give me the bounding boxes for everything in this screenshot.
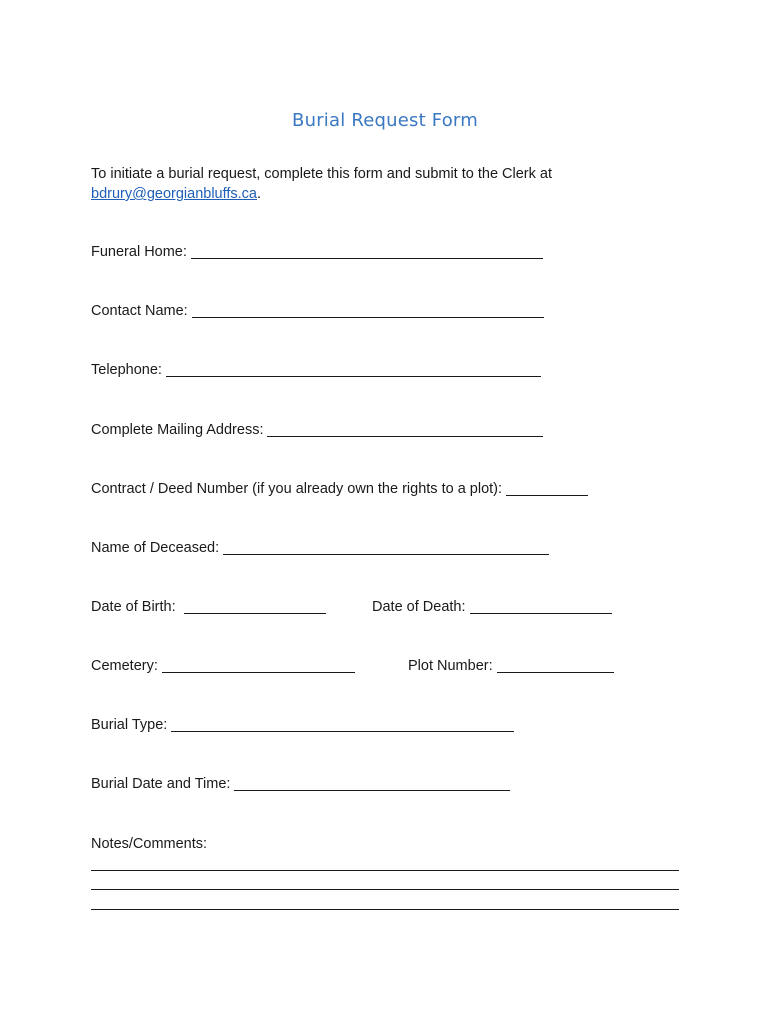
burial-type-label: Burial Type: [91, 717, 168, 733]
intro-paragraph [91, 164, 691, 204]
funeral-home-label: Funeral Home: [91, 244, 187, 260]
deceased-name-field[interactable] [223, 540, 549, 555]
mailing-address-field[interactable] [267, 422, 543, 437]
funeral-home-field[interactable] [191, 244, 543, 259]
date-of-death-field[interactable] [470, 599, 612, 614]
deceased-name-row [91, 538, 549, 558]
contract-deed-row [91, 479, 588, 499]
contact-name-field[interactable] [192, 303, 544, 318]
clerk-email-link[interactable]: bdrury@georgianbluffs.ca [91, 186, 257, 202]
funeral-home-row [91, 242, 543, 262]
contract-deed-field[interactable] [506, 481, 588, 496]
telephone-field[interactable] [166, 362, 541, 377]
burial-date-time-row [91, 774, 510, 794]
mailing-address-row [91, 420, 543, 440]
burial-type-row [91, 715, 514, 735]
notes-label: Notes/Comments: [91, 836, 208, 852]
form-title: Burial Request Form [292, 110, 478, 131]
telephone-label: Telephone: [91, 362, 162, 378]
cemetery-row [91, 656, 355, 676]
notes-line-3[interactable] [91, 909, 679, 910]
date-of-birth-field[interactable] [184, 599, 326, 614]
plot-number-row [408, 656, 614, 676]
date-of-birth-row [91, 597, 326, 617]
deceased-name-label: Name of Deceased: [91, 540, 220, 556]
date-of-death-row [372, 597, 612, 617]
telephone-row [91, 360, 541, 380]
intro-period: . [257, 186, 262, 202]
date-of-death-label: Date of Death: [372, 599, 466, 615]
burial-type-field[interactable] [171, 717, 514, 732]
contract-deed-label: Contract / Deed Number (if you already own the rights to a plot): [91, 481, 503, 497]
cemetery-label: Cemetery: [91, 658, 158, 674]
intro-text: To initiate a burial request, complete this form and submit to the Clerk at [91, 166, 552, 182]
notes-line-1[interactable] [91, 870, 679, 871]
burial-date-time-label: Burial Date and Time: [91, 776, 231, 792]
cemetery-field[interactable] [162, 658, 355, 673]
plot-number-field[interactable] [497, 658, 614, 673]
contact-name-label: Contact Name: [91, 303, 188, 319]
burial-date-time-field[interactable] [234, 776, 510, 791]
notes-line-2[interactable] [91, 889, 679, 890]
date-of-birth-label: Date of Birth: [91, 599, 176, 615]
contact-name-row [91, 301, 544, 321]
mailing-address-label: Complete Mailing Address: [91, 422, 264, 438]
plot-number-label: Plot Number: [408, 658, 493, 674]
